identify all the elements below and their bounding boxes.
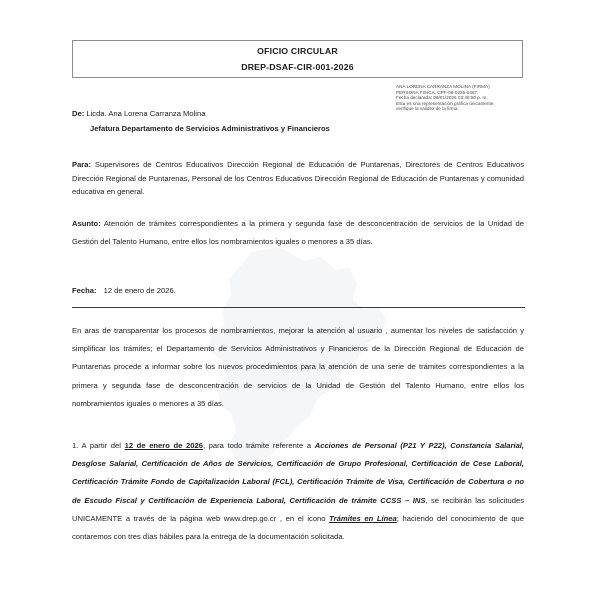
digital-signature-stamp <box>396 84 544 112</box>
oficio-reference-number: DREP-DSAF-CIR-001-2026 <box>241 61 354 72</box>
signature-date: Fecha declarada: 09/01/2026 03:48:50 p. m. <box>396 95 488 101</box>
item1-prefix: 1. A partir del <box>72 441 125 450</box>
field-para <box>72 158 524 199</box>
item1-tramites-en-linea-link[interactable]: Trámites en Línea <box>329 513 397 523</box>
field-fecha-value: 12 de enero de 2026. <box>103 286 176 295</box>
item1-tramites-list: Acciones de Personal (P21 Y P22), Constancia Salarial, Desglose Salarial, Certificación de Años de Servicios, Certificación de Grupo Profesional, Certificación de Cese Laboral, Certificación Trámite Fondo de Capitalización Laboral (FCL), Certificación Trámite de Visa, Certificación de Cobertura o no de Escudo Fiscal y Certificación de Experiencia Laboral, Certificación de trámite CCSS – INS <box>72 441 525 505</box>
field-asunto-value: Atención de trámites correspondientes a la primera y segunda fase de desconcentración de servicios de la Unidad de Gestión del Talento Humano, entre ellos los nombramientos iguales o menores a 35 días. <box>72 219 524 246</box>
field-de-role: Jefatura Departamento de Servicios Administrativos y Financieros <box>90 123 330 133</box>
field-asunto <box>72 215 524 251</box>
field-para-value: Supervisores de Centros Educativos Dirección Regional de Educación de Puntarenas, Directores de Centros Educativos Dirección Regional de Puntarenas, Personal de los Centros Educativos Dirección Regional de Educación de Puntarenas y comunidad educativa en general. <box>72 160 524 197</box>
field-de-label: De: <box>72 109 85 118</box>
item1-effective-date: 12 de enero de 2026 <box>124 441 203 450</box>
field-para-label: Para: <box>72 160 91 169</box>
oficio-title-line-1: OFICIO CIRCULAR <box>257 45 338 56</box>
signature-notice-1: Esta es una representación gráfica únicamente, <box>396 100 495 106</box>
signature-notice-2: verifique la validez de la firma. <box>396 106 459 112</box>
item1-tail: ; haciendo del conocimiento de que contaremos con tres días hábiles para la entrega de la documentación solicitada. <box>72 513 525 542</box>
field-de-value: Licda. Ana Lorena Carranza Molina <box>86 109 206 118</box>
field-asunto-label: Asunto: <box>72 219 101 228</box>
item1-after-tramites: , se recibirán las solicitudes UNICAMENTE a través de la página web www.drep.go.cr , en el icono <box>72 495 525 523</box>
field-fecha-label: Fecha: <box>72 286 97 295</box>
header-divider <box>72 307 525 308</box>
body-paragraph-intro: En aras de transparentar los procesos de nombramientos, mejorar la atención al usuario , aumentar los niveles de satisfacción y simplificar los trámites; el Departamento de Servicios Administrativos y Financieros de la Dirección Regional de Educación de Puntarenas procede a informar sobre los nuevos procedimientos para la atención de una serie de trámites correspondientes a la primera y segunda fase de desconcentración de servicios de la Unidad de Gestión del Talento Humano, entre ellos los nombramientos iguales o menores a 35 días. <box>72 326 524 408</box>
item1-middle: , para todo trámite referente a <box>202 441 315 450</box>
field-de <box>72 108 402 135</box>
field-fecha <box>72 285 524 298</box>
signature-name: ANA LORENA CARRANZA MOLINA (FIRMA) <box>396 84 490 89</box>
oficio-title-box <box>72 40 523 78</box>
body-paragraph-item-1 <box>72 437 524 546</box>
signature-id: PERSONA FISICA, CPF-06-0235-0467. <box>396 89 479 95</box>
